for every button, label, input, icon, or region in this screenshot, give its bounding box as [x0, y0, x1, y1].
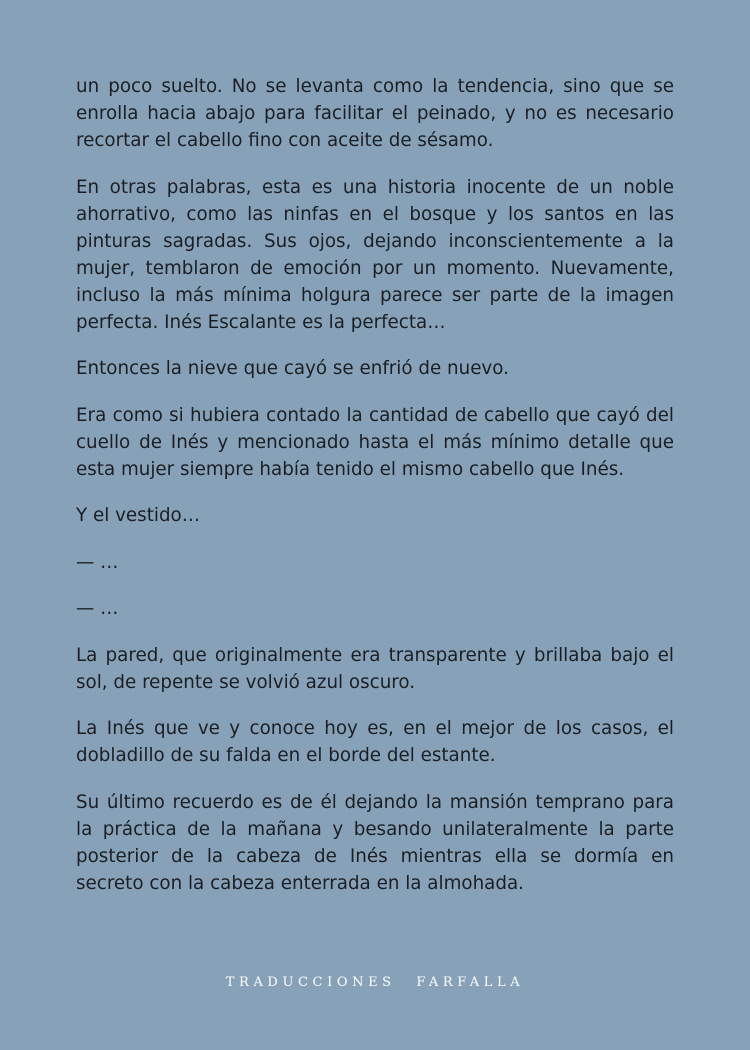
dialogue-dash-2: — …: [76, 598, 119, 619]
dialogue-dash-1: — …: [76, 551, 119, 573]
paragraph-3: Entonces la nieve que cayó se enfrió de nuevo.: [76, 358, 509, 379]
paragraph-10: Su último recuerdo es de él dejando la mansión temprano para la práctica de la mañana y besando unilateralmente la parte posterior de la cabeza de Inés mientras ella se dormía en secreto con la cabeza enterrada en la almohada.: [76, 791, 674, 894]
paragraph-9: La Inés que ve y conoce hoy es, en el mejor de los casos, el dobladillo de su falda en el borde del estante.: [76, 718, 674, 766]
paragraph-5: Y el vestido…: [76, 505, 201, 526]
paragraph-1: un poco suelto. No se levanta como la tendencia, sino que se enrolla hacia abajo para facilitar el peinado, y no es necesario recortar el cabello fino con aceite de sésamo.: [76, 76, 674, 151]
paragraph-8: La pared, que originalmente era transparente y brillaba bajo el sol, de repente se volvió azul oscuro.: [76, 644, 674, 693]
paragraph-4: Era como si hubiera contado la cantidad de cabello que cayó del cuello de Inés y mencionado hasta el más mínimo detalle que esta mujer siempre había tenido el mismo cabello que Inés.: [76, 404, 674, 480]
footer-credit: TRADUCCIONES FARFALLA: [225, 975, 525, 990]
paragraph-2: En otras palabras, esta es una historia inocente de un noble ahorrativo, como las ninfas en el bosque y los santos en las pinturas sagradas. Sus ojos, dejando inconscientemente a la mujer, temblaron de emoción por un momento. Nuevamente, incluso la más mínima holgura parece ser parte de la imagen perfecta. Inés Escalante es la perfecta…: [76, 176, 674, 333]
body-text: [76, 73, 674, 916]
